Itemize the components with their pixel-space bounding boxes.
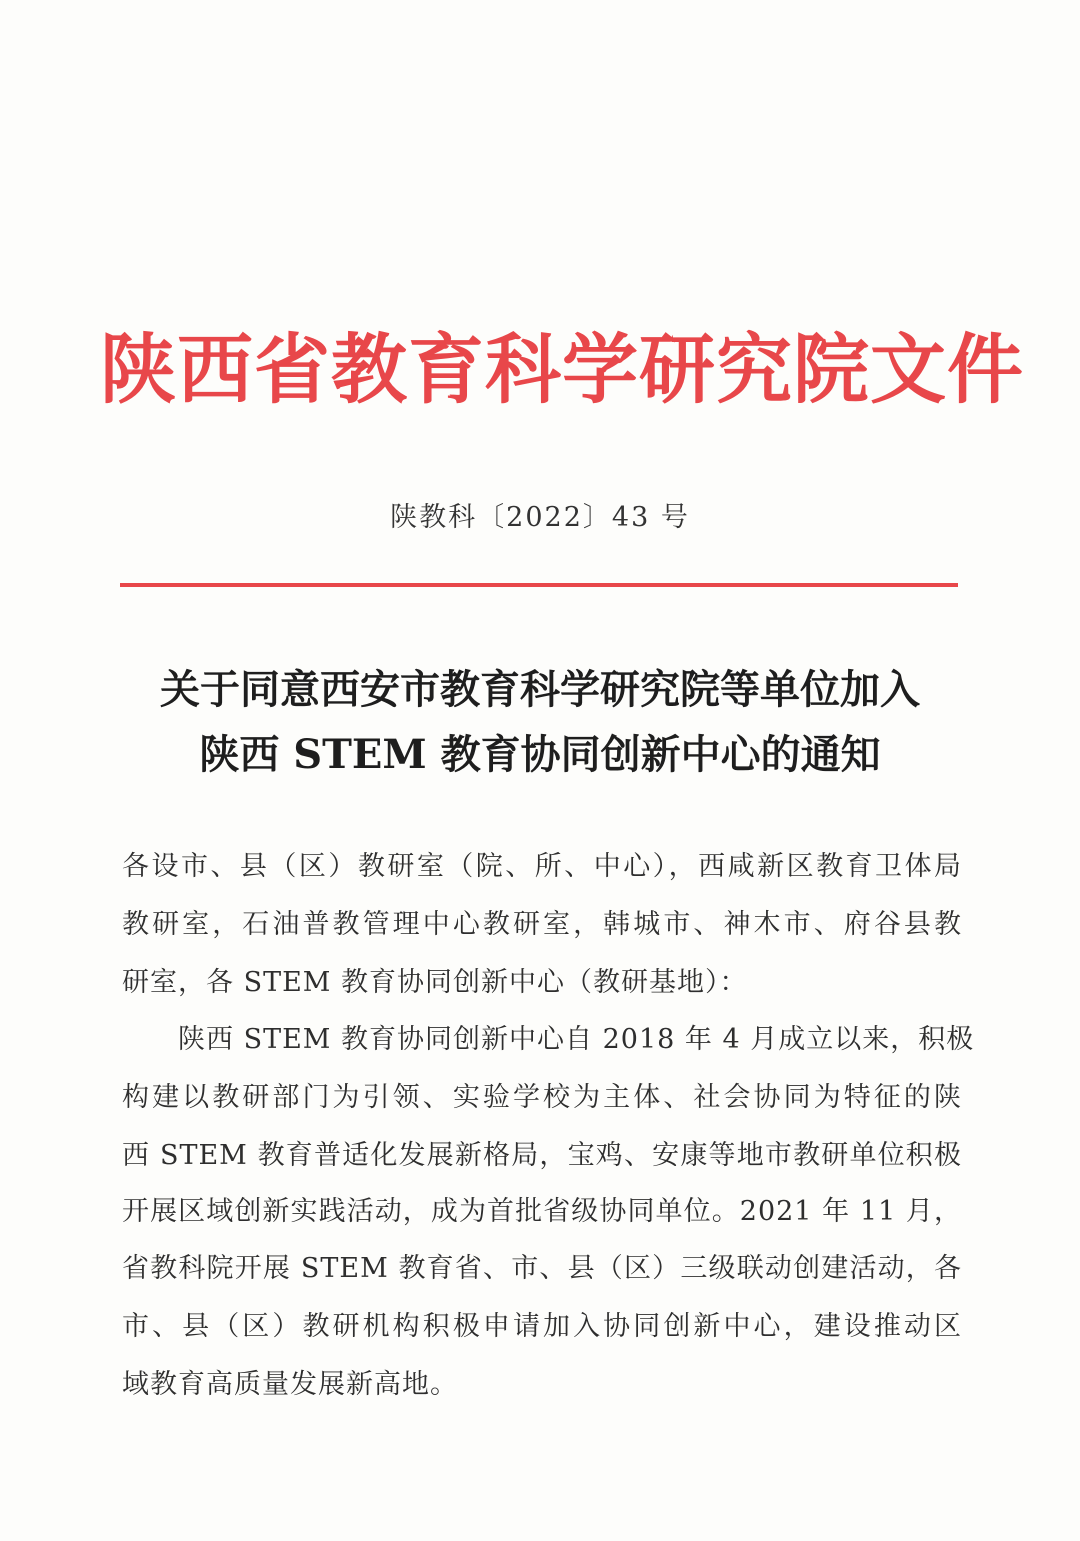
red-divider-line: [120, 583, 958, 587]
paragraph-line-4: 开展区域创新实践活动，成为首批省级协同单位。2021 年 11 月，: [122, 1196, 962, 1227]
notice-title-line-1: 关于同意西安市教育科学研究院等单位加入: [160, 666, 920, 713]
addressee-line-1: 各设市、县（区）教研室（院、所、中心），西咸新区教育卫体局: [122, 851, 962, 882]
masthead-title: 陕西省教育科学研究院文件: [100, 325, 1024, 414]
notice-title-line-2: 陕西 STEM 教育协同创新中心的通知: [199, 731, 881, 778]
paragraph-line-6: 市、县（区）教研机构积极申请加入协同创新中心，建设推动区: [122, 1311, 962, 1342]
paragraph-line-3: 西 STEM 教育普适化发展新格局，宝鸡、安康等地市教研单位积极: [122, 1140, 962, 1171]
paragraph-line-1: 陕西 STEM 教育协同创新中心自 2018 年 4 月成立以来，积极: [178, 1024, 975, 1055]
paragraph-line-7: 域教育高质量发展新高地。: [122, 1369, 458, 1400]
addressee-line-3: 研室，各 STEM 教育协同创新中心（教研基地）：: [122, 967, 748, 998]
paragraph-line-5: 省教科院开展 STEM 教育省、市、县（区）三级联动创建活动，各: [122, 1253, 962, 1284]
document-number: 陕教科〔2022〕43 号: [390, 502, 690, 533]
addressee-line-2: 教研室，石油普教管理中心教研室，韩城市、神木市、府谷县教: [122, 909, 962, 940]
paragraph-line-2: 构建以教研部门为引领、实验学校为主体、社会协同为特征的陕: [122, 1082, 962, 1113]
